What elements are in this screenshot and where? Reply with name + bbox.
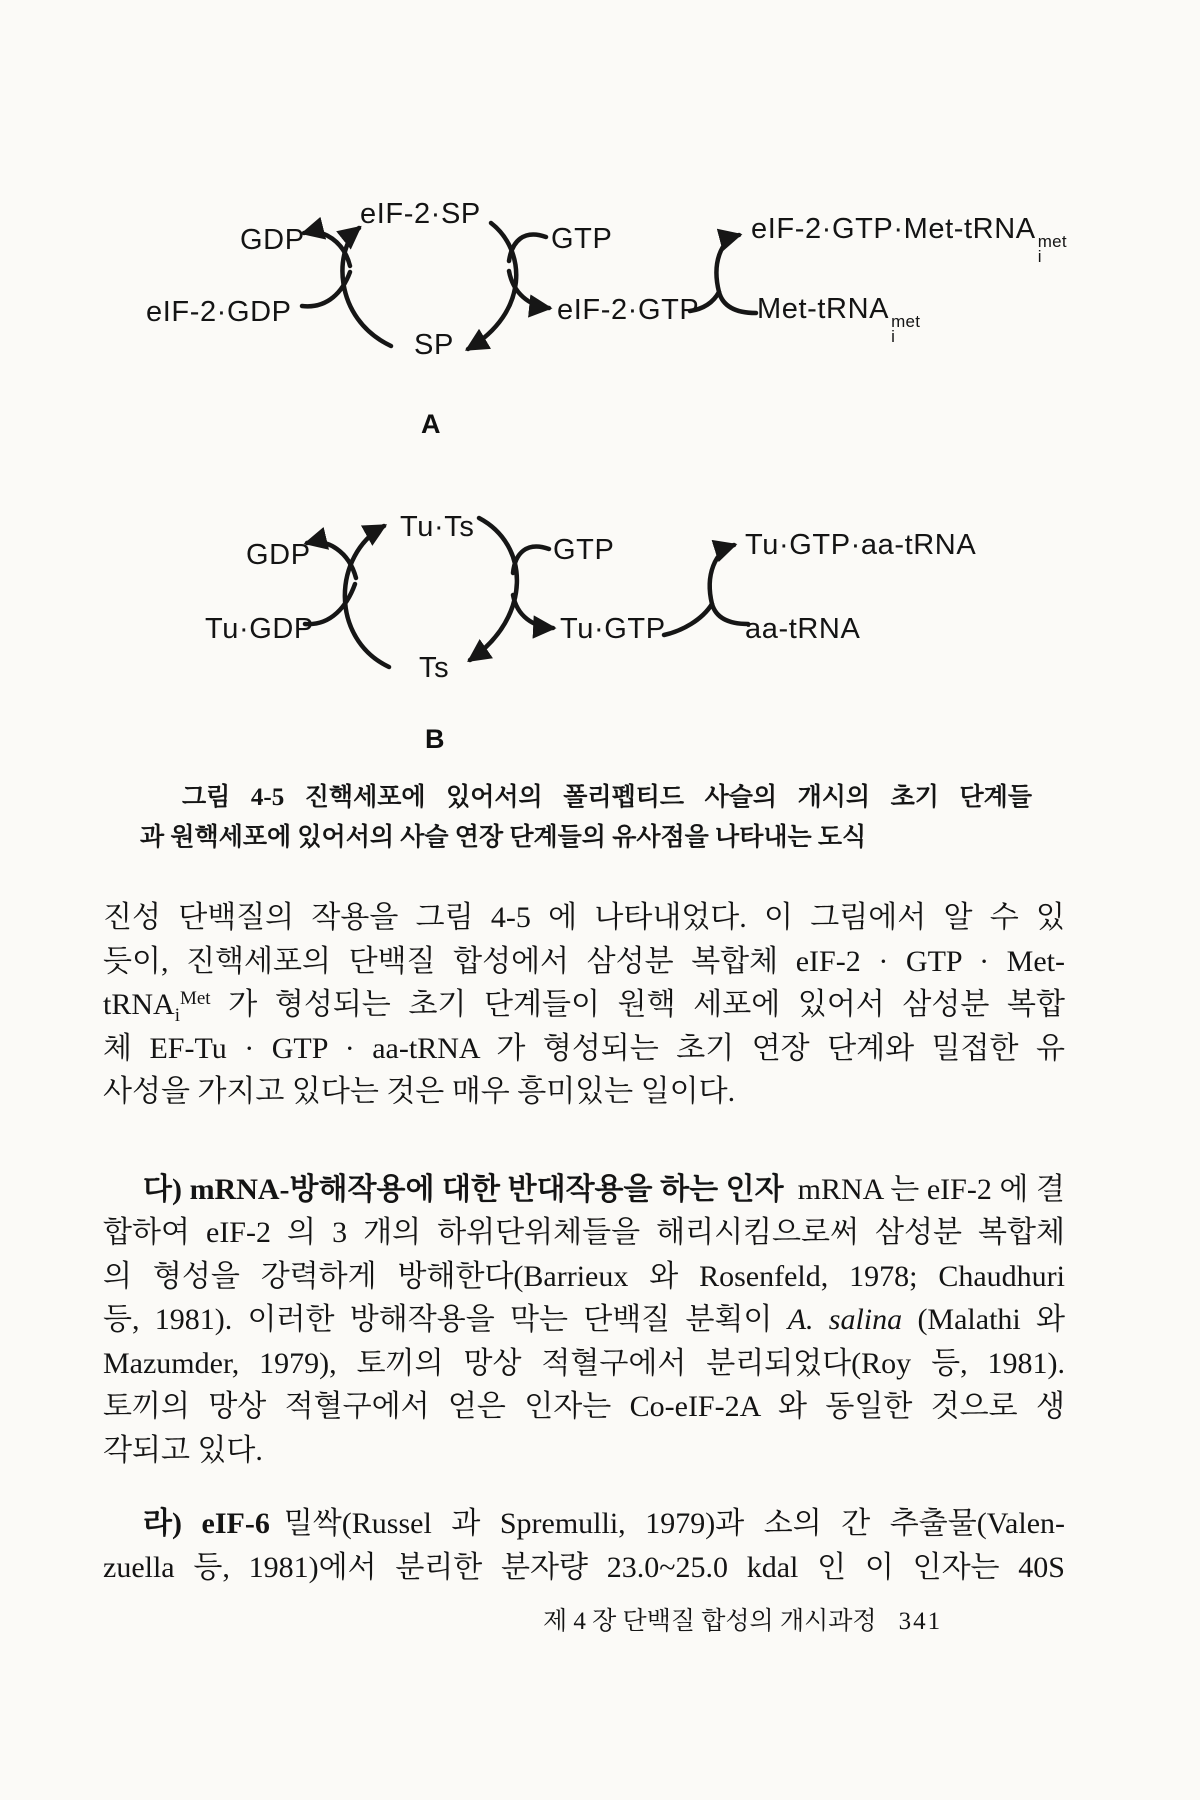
body-line: 각되고 있다. [103, 1433, 263, 1467]
label-gtp-b: GTP [553, 534, 615, 566]
subsection-heading: 다) mRNA-방해작용에 대한 반대작용을 하는 인자 [143, 1172, 784, 1206]
body-line-post: (Malathi 와 [902, 1303, 1066, 1336]
label-tu-ts: Tu·Ts [400, 511, 475, 543]
met-trna-main: Met-tRNA [757, 293, 890, 325]
body-line-heading [103, 1168, 1065, 1212]
diagram-b [0, 445, 1200, 765]
body-line: Mazumder, 1979), 토끼의 망상 적혈구에서 분리되었다(Roy 등, 1981). [103, 1346, 1065, 1380]
cycle-arrows-b [0, 445, 1200, 765]
caption-line-1: 그림 4-5 진핵세포에 있어서의 폴리펩티드 사슬의 개시의 초기 단계들 [182, 784, 1032, 811]
subsection-heading: 라) eIF-6 [143, 1507, 270, 1540]
body-line: 토끼의 망상 적혈구에서 얻은 인자는 Co-eIF-2A 와 동일한 것으로 생 [103, 1390, 1065, 1423]
figure-caption [140, 778, 1032, 858]
diagram-a [0, 160, 1200, 460]
body-line-pre: 등, 1981). 이러한 방해작용을 막는 단백질 분획이 [103, 1303, 788, 1336]
label-ternary-complex-a [751, 213, 1067, 264]
body-line: 진성 단백질의 작용을 그림 4-5 에 나타내었다. 이 그림에서 알 수 있 [103, 901, 1065, 934]
body-line-heading [103, 1502, 1065, 1546]
label-eif2-gtp: eIF-2·GTP [557, 294, 700, 326]
diagram-a-letter: A [421, 409, 441, 439]
page-footer [543, 1601, 942, 1637]
page-number: 341 [898, 1608, 943, 1635]
label-ts: Ts [419, 652, 450, 684]
running-title: 제 4 장 단백질 합성의 개시과정 [543, 1608, 877, 1635]
body-line: 의 형성을 강력하게 방해한다(Barrieux 와 Rosenfeld, 1978; Chaudhuri [103, 1259, 1065, 1293]
body-line: 체 EF-Tu · GTP · aa-tRNA 가 형성되는 초기 연장 단계와 밀접한 유 [103, 1031, 1065, 1065]
formula-base: tRNA [103, 988, 175, 1021]
body-text [103, 896, 1065, 1589]
body-line: 사성을 가지고 있다는 것은 매우 흥미있는 일이다. [103, 1075, 736, 1108]
formula-subscript: i [174, 1005, 180, 1026]
label-gtp-a: GTP [551, 223, 613, 255]
label-tu-gdp: Tu·GDP [205, 613, 314, 645]
label-met-trna [757, 293, 920, 344]
label-eif2-sp: eIF-2·SP [360, 198, 481, 230]
label-gdp-b: GDP [246, 539, 311, 571]
met-trna-supsub: met i [891, 312, 921, 346]
label-sp: SP [414, 329, 454, 361]
body-line-formula [103, 983, 1065, 1027]
label-ternary-complex-b: Tu·GTP·aa-tRNA [745, 529, 977, 561]
label-tu-gtp: Tu·GTP [560, 613, 666, 645]
body-line: 듯이, 진핵세포의 단백질 합성에서 삼성분 복합체 eIF-2 · GTP · Met- [103, 944, 1065, 978]
body-line-rest: 밀싹(Russel 과 Spremulli, 1979)과 소의 간 추출물(Valen- [283, 1507, 1066, 1540]
body-line: 합하여 eIF-2 의 3 개의 하위단위체들을 해리시킴으로써 삼성분 복합체 [103, 1216, 1065, 1249]
body-line-rest: 가 형성되는 초기 단계들이 원핵 세포에 있어서 삼성분 복합 [210, 988, 1065, 1021]
body-line-with-species [103, 1298, 1065, 1342]
formula-superscript: Met [179, 988, 211, 1009]
body-line-rest: mRNA 는 eIF-2 에 결 [797, 1172, 1065, 1206]
species-name: A. salina [787, 1303, 903, 1336]
paragraph-1 [103, 896, 1065, 1114]
label-aa-trna: aa-tRNA [745, 613, 861, 645]
paragraph-2 [103, 1168, 1065, 1473]
ternary-main: eIF-2·GTP·Met-tRNA [751, 213, 1036, 245]
label-gdp-a: GDP [240, 224, 305, 256]
paragraph-3 [103, 1502, 1065, 1589]
ternary-supsub: met i [1037, 232, 1067, 266]
label-eif2-gdp: eIF-2·GDP [146, 296, 292, 328]
body-line: zuella 등, 1981)에서 분리한 분자량 23.0~25.0 kdal 인 이 인자는 40S [103, 1550, 1065, 1584]
diagram-b-letter: B [425, 724, 445, 754]
caption-line-2: 과 원핵세포에 있어서의 사슬 연장 단계들의 유사점을 나타내는 도식 [140, 824, 867, 851]
